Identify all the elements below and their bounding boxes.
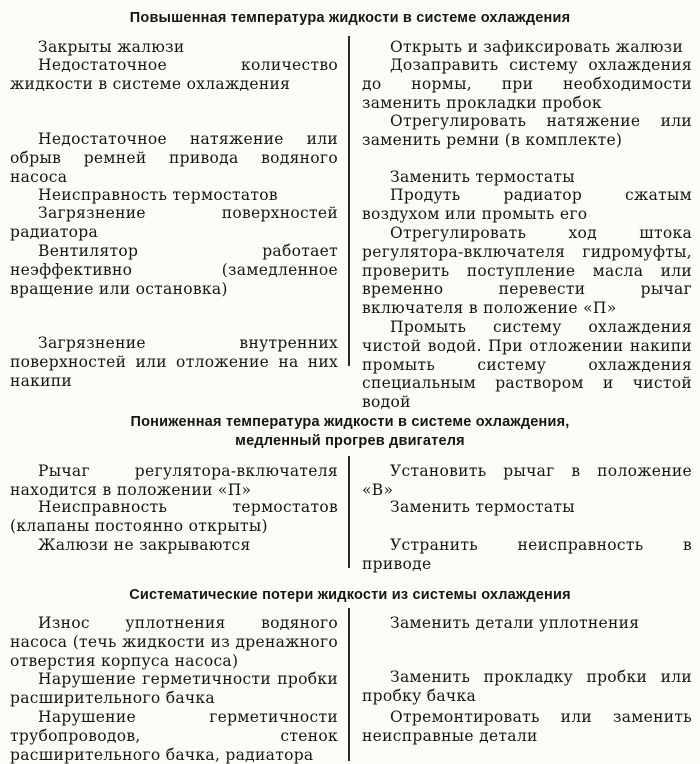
remedy-item: Отрегулировать натяжение или заменить ремни (в комплекте) xyxy=(362,112,692,149)
cause-item: Вентилятор работает неэффективно (замедленное вращение или остановка) xyxy=(10,242,338,298)
cause-item: Недостаточное натяжение или обрыв ремней привода водяного насоса xyxy=(10,130,338,186)
cause-item: Неисправность термостатов (клапаны постоянно открыты) xyxy=(10,498,338,535)
section-3-heading: Систематические потери жидкости из системы охлаждения xyxy=(129,587,571,603)
remedy-item: Заменить детали уплотнения xyxy=(390,614,640,632)
column-divider xyxy=(348,456,350,568)
cause-item: Недостаточное количество жидкости в системе охлаждения xyxy=(10,56,338,93)
cause-item: Нарушение герметичности трубопроводов, стенок расширительного бачка, радиатора xyxy=(10,708,338,764)
remedy-item: Устранить неисправность в приводе xyxy=(362,536,692,573)
remedy-item: Заменить прокладку пробки или пробку бачка xyxy=(362,668,692,705)
section-2-heading-line-1: Пониженная температура жидкости в системе охлаждения, xyxy=(130,414,570,430)
remedy-item: Дозаправить систему охлаждения до нормы, при необходимости заменить прокладки пробок xyxy=(362,56,692,112)
remedy-item: Промыть систему охлаждения чистой водой. При отложении накипи промыть систему охлаждения специальным раствором и чистой водой xyxy=(362,318,692,412)
remedy-item: Заменить термостаты xyxy=(390,498,575,516)
cause-item: Рычаг регулятора-включателя находится в положении «П» xyxy=(10,462,338,499)
cause-item: Износ уплотнения водяного насоса (течь жидкости из дренажного отверстия корпуса насоса) xyxy=(10,614,338,670)
cause-item: Жалюзи не закрываются xyxy=(38,536,251,554)
cause-item: Загрязнение внутренних поверхностей или отложение на них накипи xyxy=(10,334,338,390)
section-2-heading-line-2: медленный прогрев двигателя xyxy=(235,433,465,449)
remedy-item: Отремонтировать или заменить неисправные детали xyxy=(362,708,692,745)
column-divider xyxy=(348,36,350,366)
section-1-heading: Повышенная температура жидкости в системе охлаждения xyxy=(129,10,571,26)
remedy-item: Установить рычаг в положение «В» xyxy=(362,462,692,499)
cause-item: Закрыты жалюзи xyxy=(38,38,185,56)
cause-item: Неисправность термостатов xyxy=(38,186,278,204)
cause-item: Загрязнение поверхностей радиатора xyxy=(10,204,338,241)
column-divider xyxy=(348,608,350,761)
cause-item: Нарушение герметичности пробки расширительного бачка xyxy=(10,670,338,707)
remedy-item: Продуть радиатор сжатым воздухом или промыть его xyxy=(362,186,692,223)
remedy-item: Заменить термостаты xyxy=(390,168,575,186)
remedy-item: Открыть и зафиксировать жалюзи xyxy=(390,38,684,56)
remedy-item: Отрегулировать ход штока регулятора-включателя гидромуфты, проверить поступление масла или временно перевести рычаг включателя в положение «П» xyxy=(362,224,692,318)
